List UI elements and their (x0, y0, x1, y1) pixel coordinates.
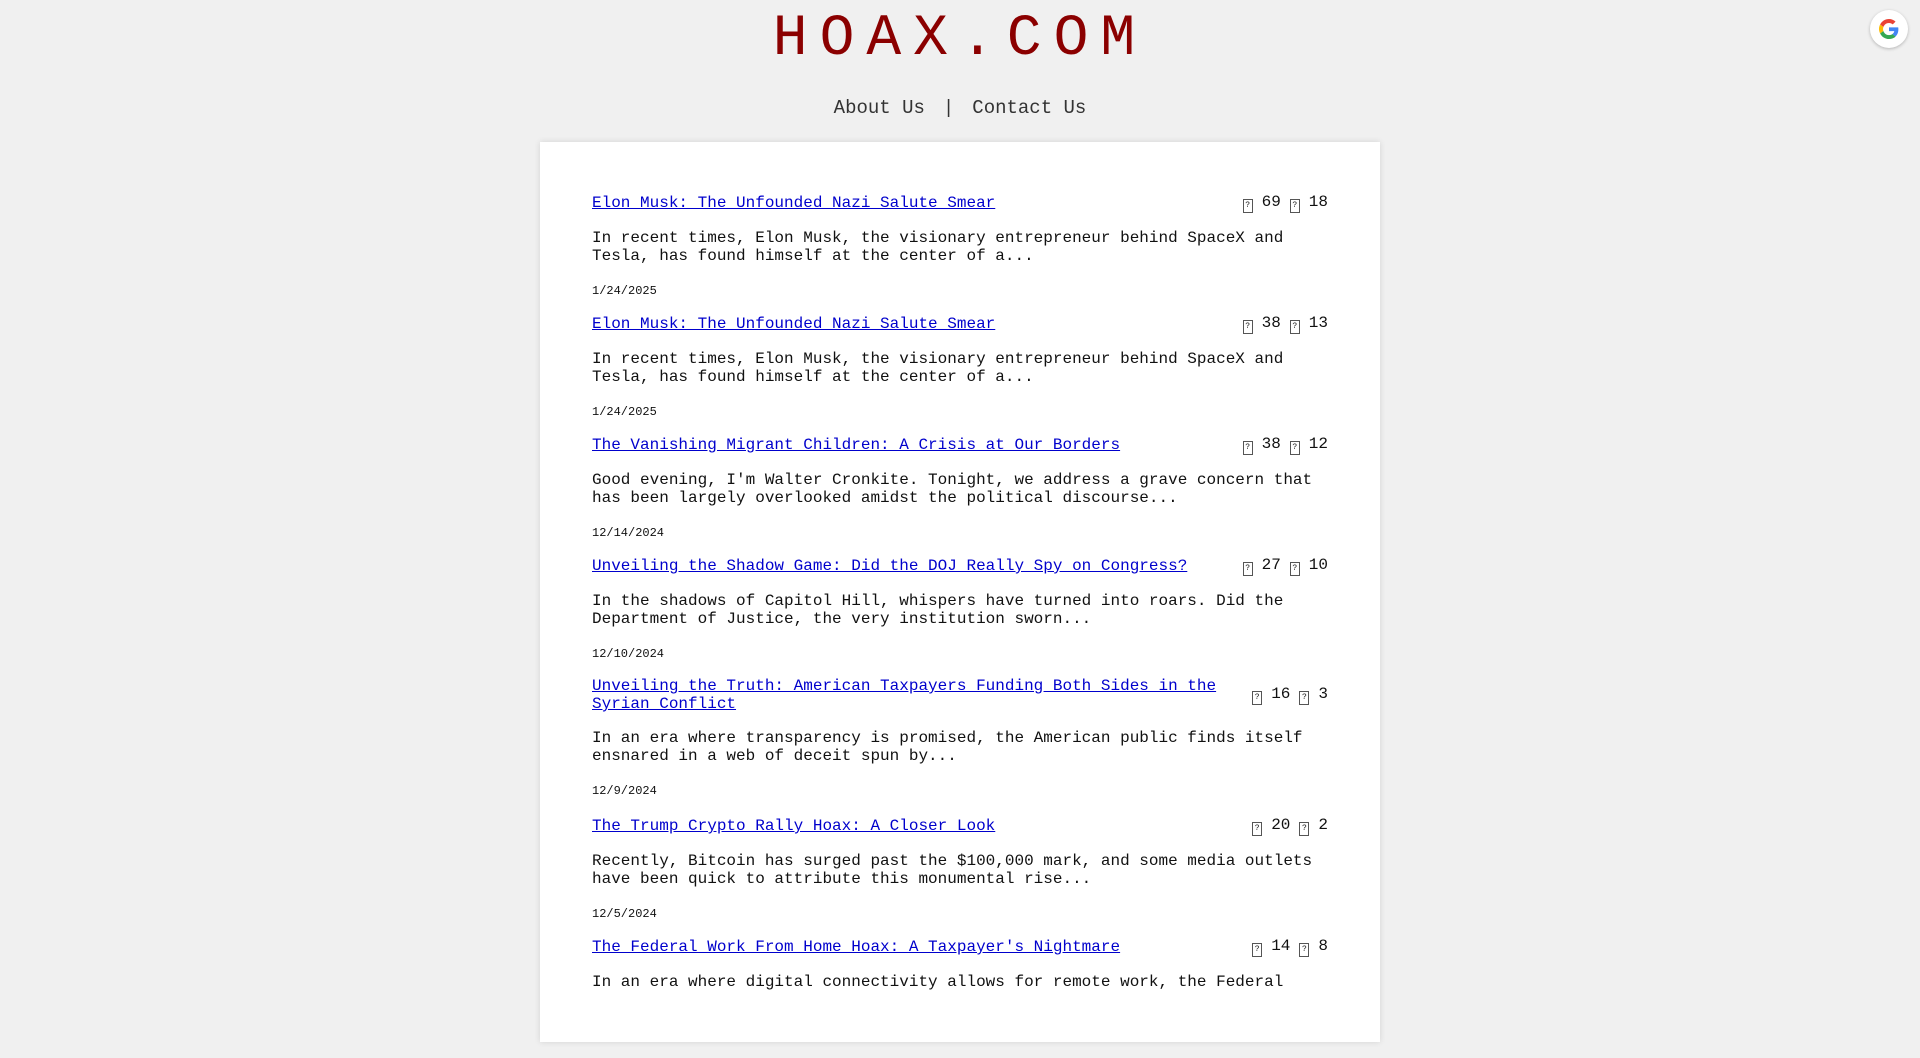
article-excerpt: In recent times, Elon Musk, the visionary entrepreneur behind SpaceX and Tesla, has found himself at the center of a... (592, 229, 1284, 265)
article-excerpt: In an era where digital connectivity allows for remote work, the Federal (592, 973, 1284, 991)
likes-count: 14 (1271, 937, 1291, 955)
comments-count: 13 (1308, 314, 1328, 332)
article-date: 12/14/2024 (592, 526, 665, 540)
article-item (592, 556, 1328, 677)
comments-count: 8 (1318, 937, 1328, 955)
likes-icon: ? (1243, 320, 1253, 334)
article-date: 1/24/2025 (592, 284, 657, 298)
article-stats (1252, 937, 1328, 957)
site-title: HOAX.COM (772, 7, 1148, 72)
nav-about-us[interactable]: About Us (833, 97, 925, 119)
article-title-link[interactable]: Unveiling the Truth: American Taxpayers Funding Both Sides in the Syrian Conflict (592, 677, 1217, 713)
article-item (592, 937, 1328, 1058)
article-stats (1243, 556, 1328, 576)
article-stats (1252, 816, 1328, 836)
nav-separator: | (942, 97, 955, 119)
google-icon (1879, 19, 1899, 39)
article-item (592, 193, 1328, 314)
article-title-link[interactable]: Unveiling the Shadow Game: Did the DOJ Really Spy on Congress? (592, 557, 1188, 575)
likes-icon: ? (1252, 943, 1262, 957)
likes-icon: ? (1243, 562, 1253, 576)
article-stats (1252, 685, 1328, 705)
comments-count: 10 (1308, 556, 1328, 574)
comments-count: 3 (1318, 685, 1328, 703)
google-sign-in-button[interactable] (1870, 10, 1908, 48)
likes-icon: ? (1243, 199, 1253, 213)
comments-icon: ? (1290, 562, 1300, 576)
article-title-link[interactable]: The Trump Crypto Rally Hoax: A Closer Look (592, 817, 996, 835)
comments-icon: ? (1299, 822, 1309, 836)
comments-icon: ? (1290, 320, 1300, 334)
likes-count: 16 (1271, 685, 1291, 703)
article-excerpt: Good evening, I'm Walter Cronkite. Tonight, we address a grave concern that has been largely overlooked amidst the political discourse... (592, 471, 1313, 507)
article-excerpt: In an era where transparency is promised, the American public finds itself ensnared in a web of deceit spun by... (592, 729, 1303, 765)
likes-count: 38 (1261, 435, 1281, 453)
article-title-link[interactable]: Elon Musk: The Unfounded Nazi Salute Smear (592, 194, 996, 212)
article-stats (1243, 314, 1328, 334)
comments-icon: ? (1290, 441, 1300, 455)
article-excerpt: In the shadows of Capitol Hill, whispers have turned into roars. Did the Department of Justice, the very institution sworn... (592, 592, 1284, 628)
likes-icon: ? (1252, 691, 1262, 705)
article-date: 12/9/2024 (592, 784, 657, 798)
article-item (592, 816, 1328, 937)
comments-icon: ? (1299, 943, 1309, 957)
article-item (592, 677, 1328, 816)
comments-count: 2 (1318, 816, 1328, 834)
article-stats (1243, 193, 1328, 213)
article-title-link[interactable]: The Vanishing Migrant Children: A Crisis at Our Borders (592, 436, 1121, 454)
likes-icon: ? (1243, 441, 1253, 455)
article-date: 12/10/2024 (592, 647, 665, 661)
articles-card (540, 142, 1380, 1042)
article-excerpt: Recently, Bitcoin has surged past the $100,000 mark, and some media outlets have been quick to attribute this monumental rise... (592, 852, 1313, 888)
likes-count: 20 (1271, 816, 1291, 834)
comments-icon: ? (1299, 691, 1309, 705)
comments-count: 12 (1308, 435, 1328, 453)
article-title-link[interactable]: The Federal Work From Home Hoax: A Taxpayer's Nightmare (592, 938, 1121, 956)
article-item (592, 435, 1328, 556)
nav-contact-us[interactable]: Contact Us (972, 97, 1087, 119)
likes-count: 69 (1261, 193, 1281, 211)
article-item (592, 314, 1328, 435)
article-title-link[interactable]: Elon Musk: The Unfounded Nazi Salute Smear (592, 315, 996, 333)
article-excerpt: In recent times, Elon Musk, the visionary entrepreneur behind SpaceX and Tesla, has found himself at the center of a... (592, 350, 1284, 386)
comments-count: 18 (1308, 193, 1328, 211)
likes-count: 38 (1261, 314, 1281, 332)
top-nav (0, 97, 1920, 119)
article-date: 12/5/2024 (592, 907, 657, 921)
comments-icon: ? (1290, 199, 1300, 213)
likes-icon: ? (1252, 822, 1262, 836)
article-date: 1/24/2025 (592, 405, 657, 419)
likes-count: 27 (1261, 556, 1281, 574)
article-list (592, 193, 1328, 1058)
article-stats (1243, 435, 1328, 455)
